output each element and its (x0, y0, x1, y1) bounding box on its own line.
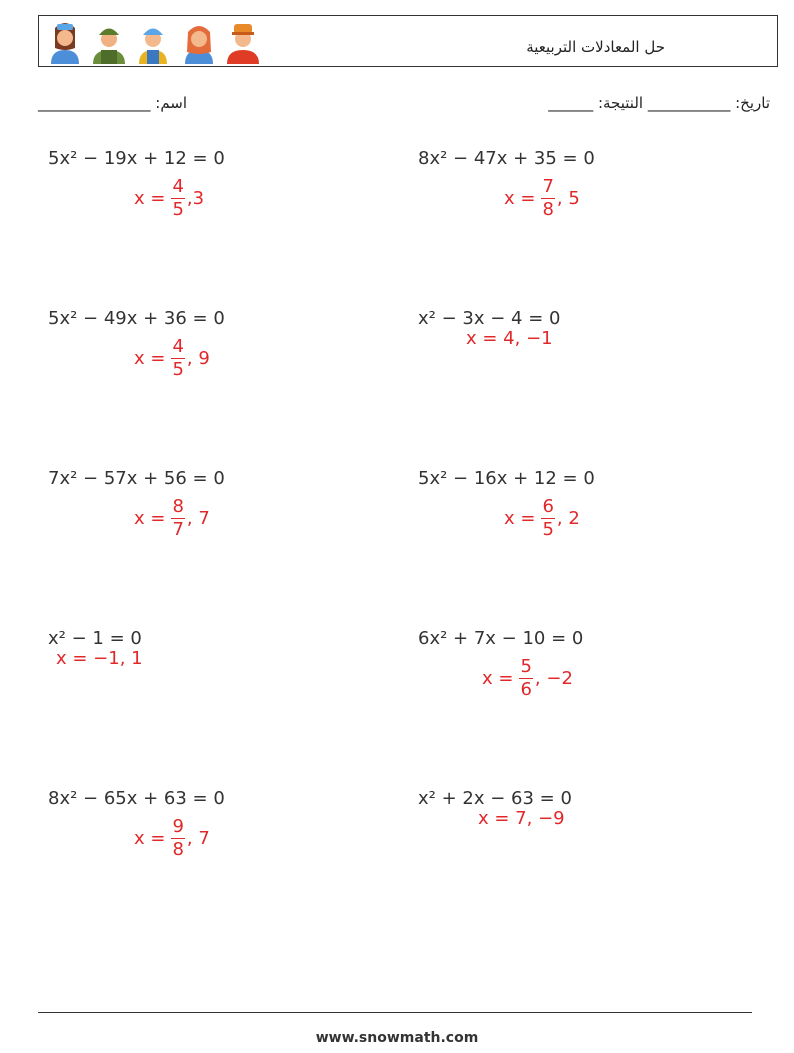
answer-fraction (541, 498, 554, 539)
fraction-denominator: 8 (172, 839, 184, 860)
date-score-field: ______ :تاريخ: ___________ النتيجة (548, 94, 770, 112)
fraction-numerator: 5 (520, 656, 532, 677)
nurse-avatar-icon (45, 20, 85, 64)
answer-suffix: , 7 (186, 508, 210, 529)
problem-equation: 8x² − 47x + 35 = 0 (418, 148, 595, 169)
problem-answer (134, 818, 210, 859)
fraction-numerator: 4 (172, 336, 184, 357)
answer-suffix: , −2 (534, 668, 573, 689)
answer-suffix: , 7 (186, 828, 210, 849)
answer-prefix: x = (504, 188, 536, 209)
fraction-denominator: 5 (172, 359, 184, 380)
problem-equation: 6x² + 7x − 10 = 0 (418, 628, 584, 649)
answer-fraction (171, 498, 184, 539)
name-field: _______________ :اسم (38, 94, 188, 112)
answer-prefix: x = (134, 508, 166, 529)
problem-answer (482, 658, 573, 699)
problem-equation: 8x² − 65x + 63 = 0 (48, 788, 225, 809)
woman-avatar-icon (179, 20, 219, 64)
problem-answer (134, 338, 210, 379)
firefighter-avatar-icon (223, 20, 263, 64)
fraction-numerator: 6 (542, 496, 554, 517)
footer-url: www.snowmath.com (315, 1030, 479, 1046)
answer-prefix: x = (504, 508, 536, 529)
fraction-denominator: 7 (172, 519, 184, 540)
soldier-avatar-icon (89, 20, 129, 64)
answer-text: x = 4, −1 (466, 328, 553, 349)
answer-suffix: , 9 (186, 348, 210, 369)
problem-equation: x² + 2x − 63 = 0 (418, 788, 572, 809)
answer-suffix: ,3 (186, 188, 205, 209)
fraction-numerator: 7 (542, 176, 554, 197)
fraction-numerator: 9 (172, 816, 184, 837)
answer-suffix: , 2 (556, 508, 580, 529)
problem-equation: x² − 1 = 0 (48, 628, 142, 649)
fraction-denominator: 5 (542, 519, 554, 540)
problem-equation: 5x² − 19x + 12 = 0 (48, 148, 225, 169)
problem-equation: 5x² − 49x + 36 = 0 (48, 308, 225, 329)
answer-fraction (171, 178, 184, 219)
answer-text: x = −1, 1 (56, 648, 143, 669)
problem-answer (134, 178, 204, 219)
answer-fraction (171, 818, 184, 859)
fraction-numerator: 8 (172, 496, 184, 517)
footer-divider (38, 1012, 752, 1013)
fraction-denominator: 5 (172, 199, 184, 220)
problem-answer (134, 498, 210, 539)
answer-fraction (519, 658, 532, 699)
answer-fraction (171, 338, 184, 379)
answer-text: x = 7, −9 (478, 808, 565, 829)
answer-prefix: x = (482, 668, 514, 689)
answer-prefix: x = (134, 348, 166, 369)
fraction-denominator: 8 (542, 199, 554, 220)
fraction-denominator: 6 (520, 679, 532, 700)
fraction-numerator: 4 (172, 176, 184, 197)
problem-equation: 5x² − 16x + 12 = 0 (418, 468, 595, 489)
problem-answer (56, 648, 143, 669)
problem-equation: x² − 3x − 4 = 0 (418, 308, 561, 329)
answer-fraction (541, 178, 554, 219)
problem-answer (478, 808, 565, 829)
worksheet-title: حل المعادلات التربيعية (526, 38, 665, 56)
answer-suffix: , 5 (556, 188, 580, 209)
answer-prefix: x = (134, 188, 166, 209)
worker-avatar-icon (133, 20, 173, 64)
answer-prefix: x = (134, 828, 166, 849)
problem-answer (504, 498, 580, 539)
problem-answer (466, 328, 553, 349)
worksheet-header (38, 15, 778, 67)
problem-answer (504, 178, 580, 219)
problem-equation: 7x² − 57x + 56 = 0 (48, 468, 225, 489)
